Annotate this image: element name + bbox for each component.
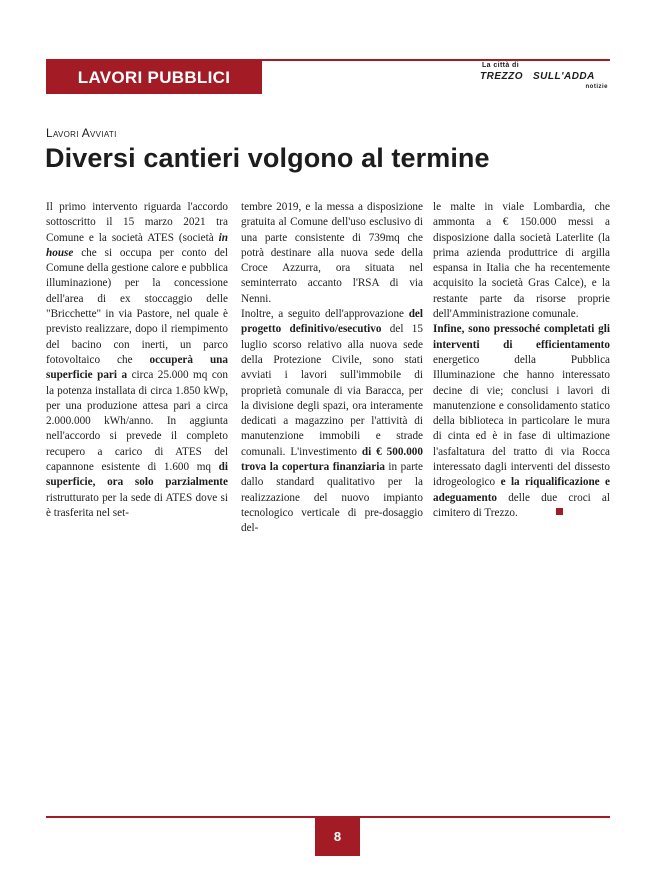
text-run: delle due croci al cimitero di Trezzo. (433, 491, 610, 519)
article-column-2 (241, 200, 423, 537)
text-run: circa 25.000 mq con la potenza installata di circa 1.850 kWp, per una produzione attesa pari a circa 2.000.000 kWh/anno. In aggiunta nell'accordo si prevede il completo recupero a carico di ATES del capannone esistente di 1.600 mq (46, 369, 228, 474)
page-number-label: 8 (333, 829, 342, 844)
masthead-sub-text: notizie (585, 84, 608, 90)
bold-text: di superficie, ora solo parzialmente (46, 461, 228, 489)
section-label: LAVORI PUBBLICI (77, 67, 231, 87)
end-of-article-square-icon (556, 508, 563, 515)
emphasis-text: in house (46, 231, 228, 259)
paragraph: le malte in viale Lombardia, che ammonta a € 150.000 messi a disposizione dalla società Laterlite (la prima azienda produttrice di argilla espansa in Italia che ha recentemente acquisito la società Gras Calce), e la restante parte da risorse proprie dell'Amministrazione comunale. (433, 201, 610, 321)
article-column-1 (46, 200, 228, 521)
section-banner (46, 61, 262, 94)
page-number (315, 817, 360, 856)
masthead-logo (470, 62, 610, 96)
paragraph: tembre 2019, e la messa a disposizione gratuita al Comune dell'uso esclusivo di una parte consistente di 739mq che potrà destinare alla nuova sede della Croce Azzurra, ora situata nel seminterrato accanto l'RSA di via Nenni. (241, 201, 423, 305)
text-run: ristrutturato per la sede di ATES dove si è trasferita nel set- (46, 491, 228, 519)
masthead-title-left: TREZZO (480, 71, 523, 82)
text-run: Inoltre, a seguito dell'approvazione (241, 308, 409, 321)
bold-text: di € 500.000 trova la copertura finanziaria (241, 445, 423, 474)
paragraph (46, 200, 228, 521)
bold-text: Infine, sono pressoché completati gli interventi di efficientamento (433, 323, 610, 351)
paragraph (241, 307, 423, 536)
paragraph (433, 322, 610, 521)
text-run: in parte dallo standard qualitativo per la realizzazione del nuovo impianto tecnologico verticale di pre-dosaggio del- (241, 461, 423, 535)
text-run: energetico della Pubblica Illuminazione che hanno interessato decine di vie; conclusi i lavori di manutenzione e consolidamento statico della biblioteca in particolare le mura di cinta ed è in fase di ultimazione l'asfaltatura del tratto di via Rocca interessato dagli interventi del dissesto idrogeologico (433, 353, 610, 489)
masthead-title-right: SULL'ADDA (533, 71, 595, 82)
bold-text: e la riqualificazione e adeguamento (433, 476, 611, 504)
article-title: Diversi cantieri volgono al termine (45, 143, 490, 173)
masthead-title (480, 71, 595, 82)
article-column-3 (433, 200, 610, 521)
bold-text: occuperà una superficie pari a (46, 353, 228, 382)
masthead-top-text: La città di (482, 62, 520, 69)
text-run: che si occupa per conto del Comune della gestione calore e pubblica illuminazione) per la concessione dell'area di ex stoccaggio delle "Bricchette" in via Pastore, nel quale è previsto realizzare, dopo il riempimento del bacino con inerti, un parco fotovoltaico che (46, 246, 228, 366)
text-run: del 15 luglio scorso relativo alla nuova sede della Protezione Civile, sono stati avviati i lavori sull'immobile di proprietà comunale di via Baracca, per la divisione degli spazi, ora interamente dedicati a magazzino per l'attività di manutenzione immobili e strade comunali. L'investimento (241, 323, 423, 458)
article-kicker: Lavori Avviati (46, 126, 117, 140)
bold-text: del progetto definitivo/esecutivo (241, 308, 423, 336)
text-run: Il primo intervento riguarda l'accordo sottoscritto il 15 marzo 2021 tra Comune e la società ATES (società (46, 201, 228, 244)
article-body (46, 200, 610, 580)
